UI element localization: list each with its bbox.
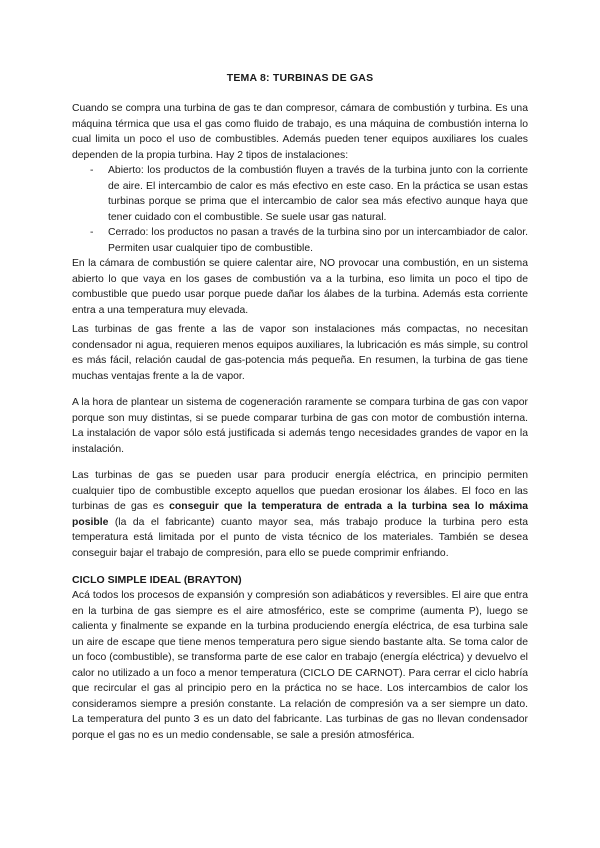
gas-vs-steam-paragraph: Las turbinas de gas frente a las de vapor son instalaciones más compactas, no necesitan condensador ni agua, requieren menos equipos auxiliares, la lubricación es más simple, su control es más fácil, relación caudal de gas-potencia más pequeña. En resumen, la turbina de gas tiene muchas ventajas frente a la de vapor. <box>72 324 528 382</box>
cogeneration-paragraph: A la hora de plantear un sistema de cogeneración raramente se compara turbina de gas con vapor porque son muy distintas, si se puede comparar turbina de gas con motor de combustión interna. La instalación de vapor sólo está justificada si además tengo necesidades grandes de vapor en la instalación. <box>72 397 528 455</box>
intro-paragraph: Cuando se compra una turbina de gas te dan compresor, cámara de combustión y turbina. Es una máquina térmica que usa el gas como fluido de trabajo, es una máquina de combustión interna lo cual limita un poco el uso de combustibles. Además pueden tener equipos auxiliares los cuales dependen de la propia turbina. Hay 2 tipos de instalaciones: <box>72 103 528 161</box>
electric-energy-paragraph <box>72 468 528 561</box>
section-heading-brayton: CICLO SIMPLE IDEAL (BRAYTON) <box>72 574 242 586</box>
combustion-chamber-paragraph: En la cámara de combustión se quiere calentar aire, NO provocar una combustión, en un sistema abierto lo que vaya en los gases de combustión va a la turbina, eso limita un poco el tipo de combustible que puedo usar porque puede dañar los álabes de la turbina. Además esta corriente entra a una temperatura muy elevada. <box>72 258 528 316</box>
list-item-abierto: - Abierto: los productos de la combustión fluyen a través de la turbina junto con la corriente de aire. El intercambio de calor es más efectivo en este caso. En la práctica se usan estas turbinas porque se prima que el intercambio de calor sea más efectivo aunque haya que tener cuidado con el combustible. Se suele usar gas natural. <box>90 163 528 225</box>
brayton-paragraph: Acá todos los procesos de expansión y compresión son adiabáticos y reversibles. El aire que entra en la turbina de gas siempre es el aire atmosférico, este se comprime (aumenta P), luego se calienta y finalmente se expande en la turbina produciendo energía eléctrica, de esa turbina sale un aire de escape que tiene menos temperatura pero sigue siendo bastante alta. Se toma calor de un foco (combustible), se transforma parte de ese calor en trabajo (energía eléctrica) y devuelvo el calor no utilizado a un foco a menor temperatura (CICLO DE CARNOT). Para cerrar el ciclo habría que recircular el gas al principio pero en la práctica no se hace. Los intercambios de calor los consideramos siempre a presión constante. La relación de compresión va a ser siempre un dato. La temperatura del punto 3 es un dato del fabricante. Las turbinas de gas no llevan condensador porque el gas no es un medio condensable, se sale a presión atmosférica. <box>72 590 528 741</box>
page-title: TEMA 8: TURBINAS DE GAS <box>226 72 374 84</box>
energy-text-end: (la da el fabricante) cuanto mayor sea, más trabajo produce la turbina pero esta temperatura está limitada por el punto de vista técnico de los materiales. También se desea conseguir bajar el trabajo de compresión, para ello se puede comprimir enfriando. <box>72 516 528 559</box>
list-item-cerrado: - Cerrado: los productos no pasan a través de la turbina sino por un intercambiador de calor. Permiten usar cualquier tipo de combustible. <box>90 225 528 256</box>
installation-types-list <box>72 163 528 256</box>
energy-text-start: Las turbinas de gas se pueden usar para producir energía eléctrica, en principio permiten cualquier tipo de combustible excepto aquellos que puedan erosionar los álabes. El foco en las turbinas de gas es <box>72 470 528 512</box>
intro-block <box>72 101 528 318</box>
energy-text-emphasis: conseguir que la temperatura de entrada a la turbina sea lo máxima posible <box>72 501 528 528</box>
